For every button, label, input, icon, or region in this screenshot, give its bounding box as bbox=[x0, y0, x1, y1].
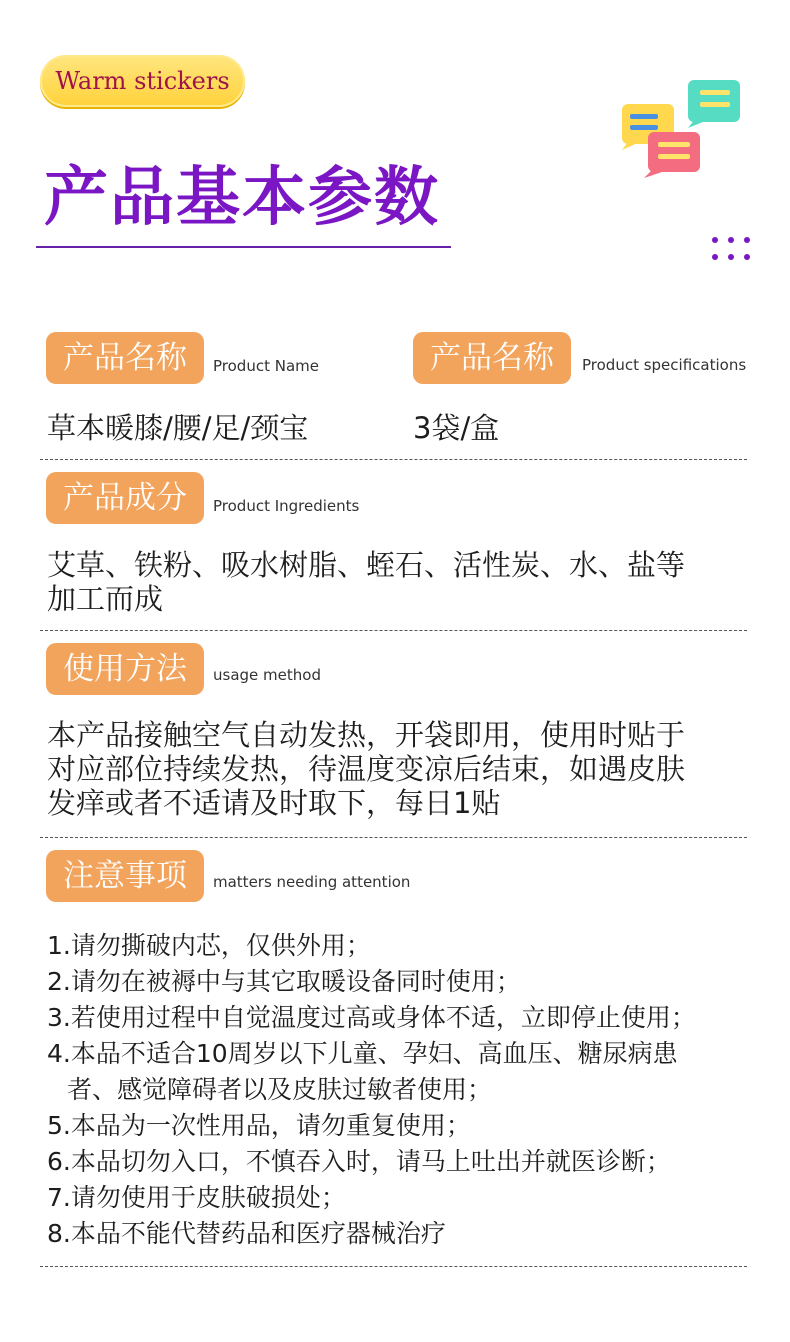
ingredients-sub: Product Ingredients bbox=[213, 497, 360, 515]
list-item-continuation: 者、感觉障碍者以及皮肤过敏者使用； bbox=[67, 1075, 493, 1104]
page-title: 产品基本参数 bbox=[44, 161, 440, 235]
ingredients-line: 加工而成 bbox=[47, 582, 164, 616]
attention-sub: matters needing attention bbox=[213, 873, 411, 891]
divider bbox=[40, 837, 747, 838]
divider bbox=[40, 1266, 747, 1267]
product-spec-label: 产品名称 bbox=[413, 332, 571, 384]
product-name-value: 草本暖膝/腰/足/颈宝 bbox=[47, 411, 309, 445]
list-item: 1.请勿撕破内芯，仅供外用； bbox=[47, 931, 371, 960]
list-item: 5.本品为一次性用品，请勿重复使用； bbox=[47, 1111, 471, 1140]
product-name-label: 产品名称 bbox=[46, 332, 204, 384]
list-item: 6.本品切勿入口，不慎吞入时，请马上吐出并就医诊断； bbox=[47, 1147, 671, 1176]
usage-line: 发痒或者不适请及时取下，每日1贴 bbox=[47, 786, 501, 820]
list-item: 4.本品不适合10周岁以下儿童、孕妇、高血压、糖尿病患 bbox=[47, 1039, 678, 1068]
list-item bbox=[47, 1072, 757, 1108]
list-item: 2.请勿在被褥中与其它取暖设备同时使用； bbox=[47, 967, 521, 996]
attention-label: 注意事项 bbox=[46, 850, 204, 902]
attention-list bbox=[47, 928, 757, 1252]
title-underline bbox=[36, 246, 451, 248]
product-name-sub: Product Name bbox=[213, 357, 319, 375]
chat-bubbles-icon bbox=[618, 78, 748, 180]
product-spec-value: 3袋/盒 bbox=[413, 411, 500, 445]
dots-grid-icon bbox=[712, 237, 754, 263]
ingredients-text bbox=[47, 548, 757, 616]
list-item: 3.若使用过程中自觉温度过高或身体不适，立即停止使用； bbox=[47, 1003, 696, 1032]
divider bbox=[40, 459, 747, 460]
usage-line: 本产品接触空气自动发热，开袋即用，使用时贴于 bbox=[47, 718, 686, 752]
list-item: 7.请勿使用于皮肤破损处； bbox=[47, 1183, 346, 1212]
list-item: 8.本品不能代替药品和医疗器械治疗 bbox=[47, 1219, 446, 1248]
warm-stickers-badge: Warm stickers bbox=[40, 55, 245, 107]
usage-sub: usage method bbox=[213, 666, 321, 684]
usage-line: 对应部位持续发热，待温度变凉后结束，如遇皮肤 bbox=[47, 752, 686, 786]
product-spec-sub: Product specifications bbox=[582, 356, 747, 374]
usage-label: 使用方法 bbox=[46, 643, 204, 695]
ingredients-line: 艾草、铁粉、吸水树脂、蛭石、活性炭、水、盐等 bbox=[47, 548, 686, 582]
divider bbox=[40, 630, 747, 631]
usage-text bbox=[47, 718, 757, 820]
ingredients-label: 产品成分 bbox=[46, 472, 204, 524]
